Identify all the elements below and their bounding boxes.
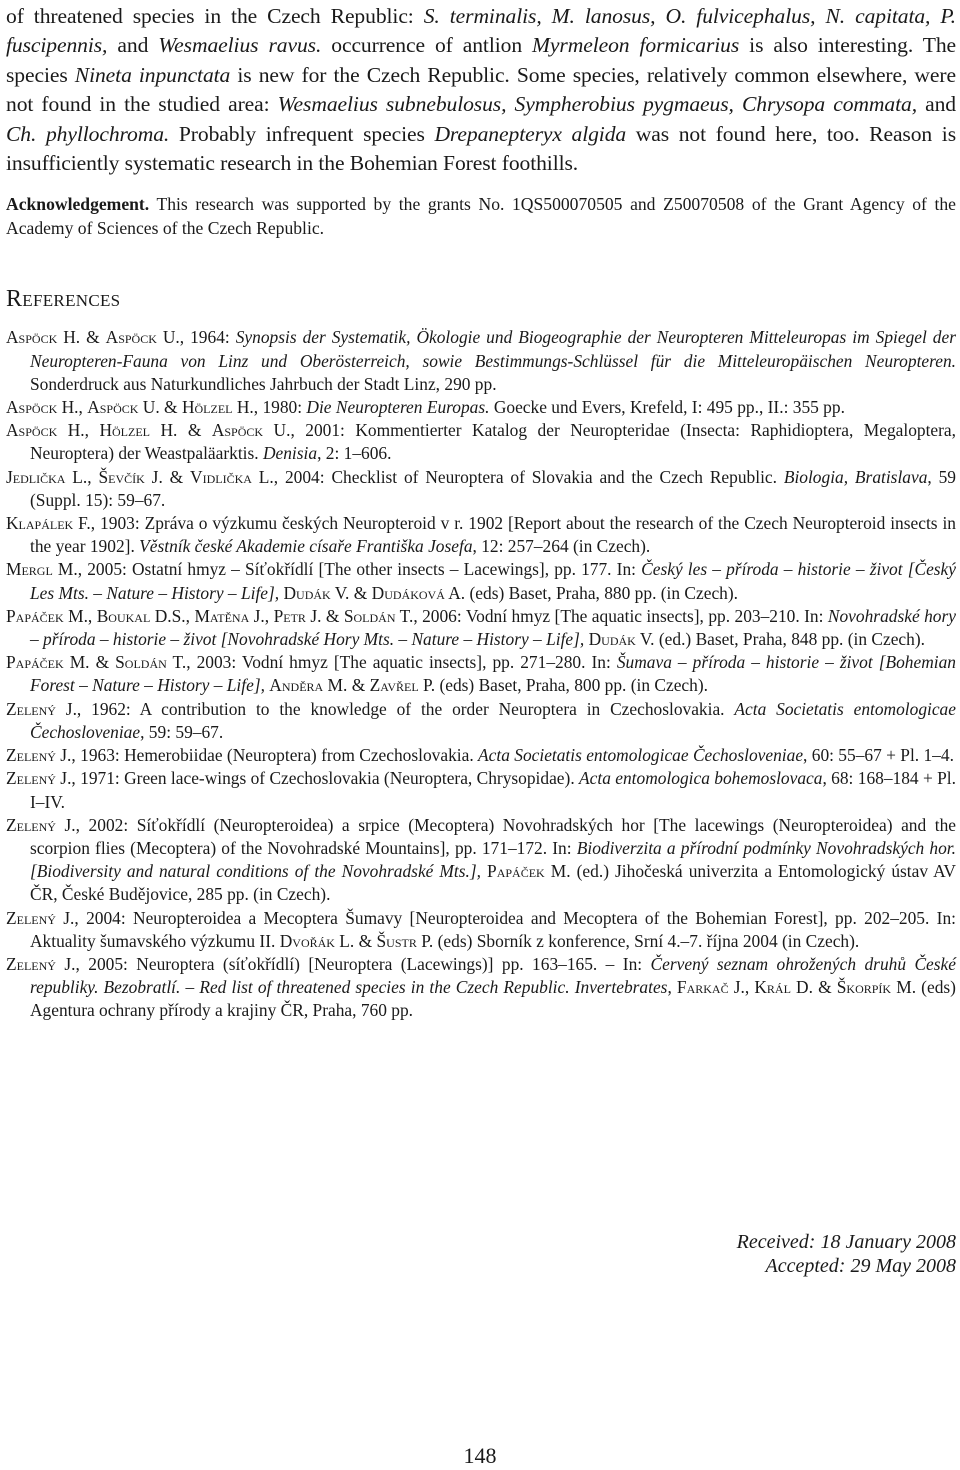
text-run: & — [80, 327, 106, 348]
editor: Dvořák L. — [279, 930, 355, 951]
text-run: Goecke und Evers, Krefeld, I: 495 pp., II.: 355 pp. — [489, 397, 845, 418]
text-run: , 2005: Ostatní hmyz – Síťokřídlí [The other insects – Lacewings], pp. 177. In: — [77, 559, 642, 580]
journal-title: Biologia, Bratislava — [783, 466, 928, 487]
reference-item — [6, 558, 956, 604]
text-run: & — [349, 582, 372, 603]
author: Ševčík J. — [98, 466, 163, 487]
text-run: & — [812, 977, 837, 998]
author: Aspöck U. — [211, 420, 291, 441]
text-run: occurrence of antlion — [321, 33, 533, 58]
journal-title: Denisia — [262, 443, 318, 464]
text-run: , 1980: — [253, 397, 307, 418]
text-run: (eds) Sborník z konference, Srní 4.–7. října 2004 (in Czech). — [433, 930, 860, 951]
reference-item — [6, 814, 956, 907]
editor: Dudák V. — [283, 582, 350, 603]
author: Zelený J. — [6, 953, 76, 974]
text-run: (eds) Baset, Praha, 800 pp. (in Czech). — [435, 675, 708, 696]
received-date: Received: 18 January 2008 — [736, 1231, 956, 1253]
text-run: & — [162, 466, 191, 487]
book-title: Biodiverzita a přírodní podmínky Novohradských hor. [Biodiversity and natural conditions of the Novohradské Mts.], — [30, 837, 956, 882]
page-number: 148 — [463, 1443, 497, 1468]
text-run: , — [185, 605, 195, 626]
book-title: Šumava – příroda – historie – život [Bohemian Forest – Nature – History – Life], — [30, 652, 956, 696]
editor: Farkač J. — [676, 977, 745, 998]
text-run: , 59: 59–67. — [140, 721, 224, 742]
text-run: , 59 (Suppl. 15): 59–67. — [30, 466, 956, 510]
reference-item — [6, 419, 956, 465]
text-run: , 2005: Neuroptera (síťokřídlí) [Neuroptera (Lacewings)] pp. 163–165. – In: — [75, 953, 651, 974]
author: Soldán T. — [115, 652, 187, 673]
text-run: , — [744, 977, 755, 998]
text-run: (ed.) Baset, Praha, 848 pp. (in Czech). — [654, 629, 925, 650]
species-name: Nineta inpunctata — [74, 62, 231, 87]
reference-item — [6, 605, 956, 651]
text-run: & — [347, 675, 370, 696]
author: Aspöck H. — [6, 327, 81, 348]
author: Hölzel H. — [181, 397, 254, 418]
author: Boukal D.S. — [96, 605, 186, 626]
species-name: Wesmaelius ravus. — [158, 33, 322, 58]
species-name: Myrmeleon formicarius — [532, 33, 740, 58]
text-run: , — [667, 977, 677, 998]
text-run: & — [89, 652, 116, 673]
text-run: & — [177, 420, 212, 441]
text-run: & — [321, 605, 344, 626]
editor: Dudáková A. — [371, 582, 466, 603]
author: Klapálek F. — [6, 513, 91, 534]
text-run: , 1962: A contribution to the knowledge of the order Neuroptera in Czechoslovakia. — [76, 698, 735, 719]
book-title: Novohradské hory – příroda – historie – život [Novohradské Hory Mts. – Nature – History – Life], — [30, 605, 956, 650]
author: Papáček M. — [6, 605, 88, 626]
text-run: & — [159, 397, 182, 418]
author: Hölzel H. — [99, 420, 178, 441]
author: Zelený J. — [6, 698, 77, 719]
author: Aspöck U. — [105, 327, 180, 348]
reference-item — [6, 953, 956, 1023]
text-run: , — [87, 605, 97, 626]
text-run: , — [84, 420, 100, 441]
text-run: , 2006: Vodní hmyz [The aquatic insects], pp. 203–210. In: — [413, 605, 828, 626]
author: Jedlička L. — [6, 466, 88, 487]
text-run: of threatened species in the Czech Republic: — [6, 4, 424, 28]
text-run: , — [87, 466, 99, 487]
reference-item — [6, 744, 956, 767]
accepted-date: Accepted: 29 May 2008 — [765, 1255, 956, 1277]
journal-title: Acta Societatis entomologicae Čechosloveniae — [30, 698, 956, 742]
editor: Šustr P. — [376, 930, 434, 951]
book-title: Český les – příroda – historie – život [Český Les Mts. – Nature – History – Life], — [30, 559, 956, 603]
book-title: Die Neuropteren Europas. — [306, 397, 490, 418]
text-run: and — [107, 33, 159, 58]
author: Mergl M. — [6, 559, 78, 580]
editor: Anděra M. — [269, 675, 348, 696]
author: Zelený J. — [6, 745, 72, 766]
text-run: was not found here, too. Reason is insufficiently systematic research in the Bohemian Forest foothills. — [6, 121, 956, 176]
text-run: is also interesting. The species — [6, 33, 957, 87]
text-run: , 12: 257–264 (in Czech). — [472, 536, 651, 557]
text-run: (ed.) Jihočeská univerzita a Entomologický ústav AV ČR, České Budějovice, 285 pp. (in Czech). — [30, 861, 956, 905]
text-run: and — [917, 92, 957, 117]
text-run: , 2001: Kommentierter Katalog der Neuropteridae (Insecta: Raphidioptera, Megaloptera, Neuroptera) der Weastpaläarktis. — [30, 420, 957, 464]
editor: Škorpík M. — [836, 977, 917, 998]
reference-item — [6, 907, 956, 953]
reference-item — [6, 512, 956, 558]
text-run: , 2004: Neuropteroidea a Mecoptera Šumavy [Neuropteroidea and Mecoptera of the Bohemian Forest], pp. 202–205. In: Aktuality šumavského výzkumu II. — [30, 907, 956, 951]
editor: Zavřel P. — [369, 675, 436, 696]
text-run: , 2: 1–606. — [317, 443, 392, 464]
text-run: , 1971: Green lace-wings of Czechoslovakia (Neuroptera, Chrysopidae). — [71, 768, 580, 789]
text-run: , 2004: Checklist of Neuroptera of Slovakia and the Czech Republic. — [273, 466, 784, 487]
references-heading: References — [6, 286, 121, 313]
author: Soldán T. — [343, 605, 414, 626]
text-run: , 1964: — [179, 327, 236, 348]
text-run: (eds) Agentura ochrany přírody a krajiny ČR, Praha, 760 pp. — [30, 977, 956, 1021]
acknowledgement-paragraph — [6, 192, 956, 240]
editor: Papáček M. — [487, 861, 571, 882]
species-name: Drepanepteryx algida — [434, 121, 627, 146]
acknowledgement-label: Acknowledgement. — [6, 194, 150, 215]
reference-item — [6, 326, 956, 396]
editor: Král D. — [754, 977, 813, 998]
author: Zelený J. — [6, 768, 72, 789]
discussion-paragraph — [6, 0, 956, 178]
author: Papáček M. — [6, 652, 90, 673]
text-run: Probably infrequent species — [169, 121, 435, 146]
reference-item — [6, 396, 956, 419]
author: Petr J. — [273, 605, 322, 626]
text-run: , 68: 168–184 + Pl. I–IV. — [30, 768, 956, 812]
reference-list — [6, 326, 956, 1022]
author: Aspöck H. — [6, 420, 85, 441]
text-run: , — [264, 605, 274, 626]
author: Aspöck U. — [87, 397, 160, 418]
journal-title: Acta Societatis entomologicae Čechosloveniae — [478, 745, 804, 766]
text-run: , 1903: Zpráva o výzkumu českých Neuropteroid v r. 1902 [Report about the research of the Czech Neuropteroid insects in the year 1902]. — [30, 513, 956, 557]
text-run: (eds) Baset, Praha, 880 pp. (in Czech). — [465, 582, 739, 603]
text-run: is new for the Czech Republic. Some species, relatively common elsewhere, were not found in the studied area: — [6, 62, 956, 117]
book-title: Synopsis der Systematik, Ökologie und Biogeographie der Neuropteren Mitteleuropas im Spiegel der Neuropteren-Fauna von Linz und Oberösterreich, sowie Bestimmungs-Schlüssel für die Mitteleuropäischen Neuropteren. — [30, 327, 956, 371]
submission-dates — [737, 1230, 956, 1278]
text-run: , 2002: Síťokřídlí (Neuropteroidea) a srpice (Mecoptera) Novohradských hor [The lacewings (Neuropteroidea) and the scorpion flies (Mecoptera) of the Novohradské Mountains], pp. 171–172. In: — [30, 814, 956, 858]
author: Vidlička L. — [190, 466, 274, 487]
species-name: Ch. phyllochroma. — [6, 121, 170, 146]
article-page — [6, 0, 956, 1023]
text-run: & — [354, 930, 377, 951]
text-run: , — [78, 397, 88, 418]
editor: Dudák V. — [588, 629, 655, 650]
text-run: Sonderdruck aus Naturkundliches Jahrbuch der Stadt Linz, 290 pp. — [30, 373, 497, 394]
book-title: Červený seznam ohrožených druhů České republiky. Bezobratlí. – Red list of threatened species in the Czech Republic. Invertebrates — [30, 953, 956, 998]
species-names: Wesmaelius subnebulosus, Sympherobius pygmaeus, Chrysopa commata, — [277, 92, 918, 117]
text-run: , 1963: Hemerobiidae (Neuroptera) from Czechoslovakia. — [71, 745, 479, 766]
text-run: , 60: 55–67 + Pl. 1–4. — [803, 745, 954, 766]
species-names: S. terminalis, M. lanosus, O. fulvicephalus, N. capitata, P. fuscipennis, — [6, 4, 956, 58]
author: Zelený J. — [6, 907, 75, 928]
text-run: , 2003: Vodní hmyz [The aquatic insects], pp. 271–280. In: — [186, 652, 617, 673]
reference-item — [6, 698, 956, 744]
reference-item — [6, 466, 956, 512]
author: Zelený J. — [6, 814, 76, 835]
journal-title: Acta entomologica bohemoslovaca — [579, 768, 823, 789]
acknowledgement-text: This research was supported by the grants No. 1QS500070505 and Z50070508 of the Grant Agency of the Academy of Sciences of the Czech Republic. — [6, 194, 956, 239]
journal-title: Věstník české Akademie císaře Františka Josefa — [139, 536, 473, 557]
author: Aspöck H. — [6, 397, 79, 418]
author: Matěna J. — [194, 605, 265, 626]
reference-item — [6, 651, 956, 697]
reference-item — [6, 767, 956, 813]
